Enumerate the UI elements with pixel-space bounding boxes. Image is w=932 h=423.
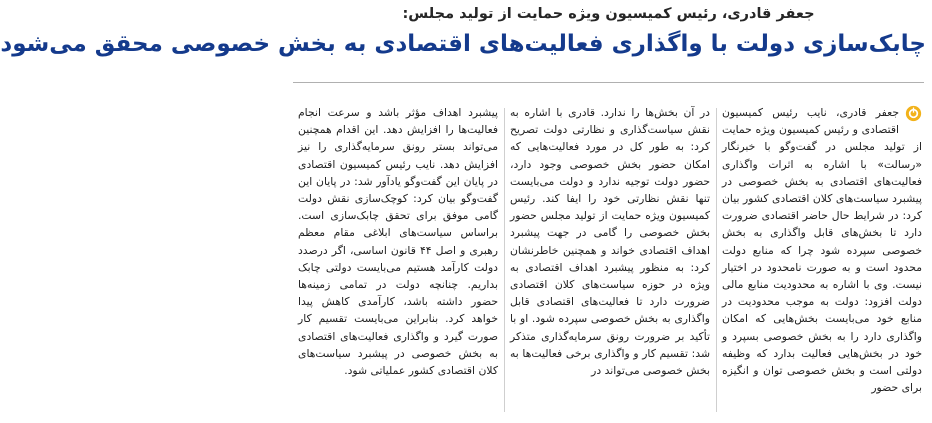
article-kicker: جعفر قادری، رئیس کمیسیون ویژه حمایت از تولید مجلس: bbox=[402, 6, 815, 22]
column-divider-2 bbox=[504, 108, 505, 412]
article-column-3-text: پیشبرد اهداف مؤثر باشد و سرعت انجام فعالیت‌ها را افزایش دهد. این اقدام همچنین می‌تواند بستر رونق سرمایه‌گذاری را نیز افزایش دهد. نایب رئیس کمیسیون اقتصادی در پایان این گفت‌وگو یادآور شد: در پایان این گفت‌وگو بیان کرد: کوچک‌سازی نقش دولت گامی موفق برای تحقق چابک‌سازی است. براساس سیاست‌های ابلاغی مقام معظم رهبری و اصل ۴۴ قانون اساسی، اگر درصدد دولت کارآمد هستیم می‌بایست دولتی چابک بداریم. چنانچه دولت در تمامی زمینه‌ها حضور داشته باشد، کارآمدی کاهش پیدا خواهد کرد. بنابراین می‌بایست تقسیم کار صورت گیرد و واگذاری فعالیت‌های اقتصادی به بخش خصوصی در پیشبرد سیاست‌های کلان اقتصادی کشور عملیاتی شود. bbox=[298, 106, 498, 378]
article-column-2 bbox=[510, 104, 710, 416]
article-column-3 bbox=[298, 104, 498, 416]
column-divider-1 bbox=[716, 108, 717, 412]
article-column-1-text: جعفر قادری، نایب رئیس کمیسیون اقتصادی و رئیس کمیسیون ویژه حمایت از تولید مجلس در گفت‌وگو با خبرنگار «رسالت» با اشاره به اثرات واگذاری فعالیت‌های اقتصادی به بخش خصوصی در پیشبرد سیاست‌های کلان اقتصادی کشور بیان کرد: در شرایط حال حاضر اقتصادی ضرورت دارد تا بخش‌های قابل واگذاری به بخش خصوصی سپرده شود چرا که منابع دولت محدود است و به صورت نامحدود در اختیار نیست. وی با اشاره به محدودیت منابع مالی دولت افزود: دولت به موجب محدودیت در منابع خود می‌بایست بخش‌هایی که امکان واگذاری دارد را به بخش خصوصی بسپرد و خود در بخش‌هایی فعالیت بدارد که وظیفه دولتی است و بخش خصوصی توان و انگیزه برای حضور bbox=[722, 106, 922, 395]
article-column-1 bbox=[722, 104, 922, 416]
article-column-2-text: در آن بخش‌ها را ندارد. قادری با اشاره به نقش سیاست‌گذاری و نظارتی دولت تصریح کرد: به طور کل در مورد فعالیت‌هایی که امکان حضور بخش خصوصی وجود دارد، حضور دولت توجیه ندارد و دولت می‌بایست تنها نقش نظارتی خود را ایفا کند. رئیس کمیسیون ویژه حمایت از تولید مجلس حضور بخش خصوصی را گامی در جهت پیشبرد اهداف اقتصادی خواند و همچنین خاطرنشان کرد: به منظور پیشبرد اهداف اقتصادی به ویژه در حوزه سیاست‌های کلان اقتصادی ضرورت دارد تا فعالیت‌های اقتصادی قابل واگذاری به بخش خصوصی سپرده شود. او با تأکید بر ضرورت رونق سرمایه‌گذاری متذکر شد: تقسیم کار و واگذاری برخی فعالیت‌ها به بخش خصوصی می‌تواند در bbox=[510, 106, 710, 378]
headline-separator bbox=[293, 82, 924, 83]
article-headline: چابک‌سازی دولت با واگذاری فعالیت‌های اقتصادی به بخش خصوصی محقق می‌شود bbox=[0, 31, 926, 57]
news-bullet-icon bbox=[905, 105, 922, 122]
